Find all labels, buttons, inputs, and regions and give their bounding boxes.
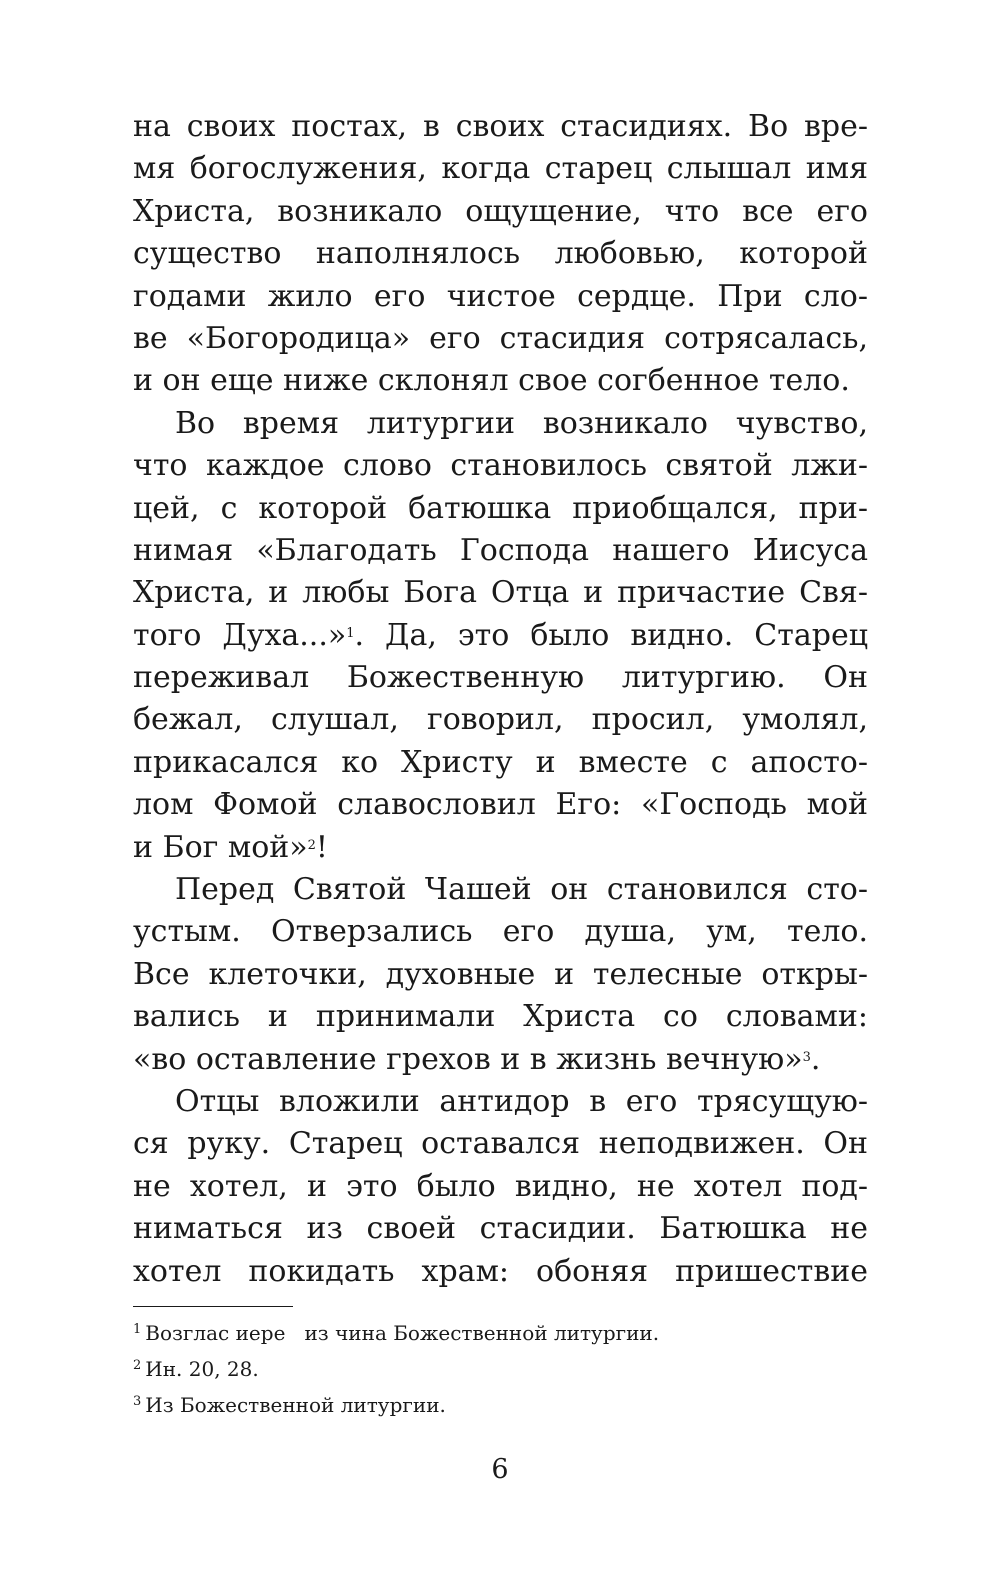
text-line: на своих постах, в своих стасидиях. Во вре- — [133, 109, 868, 144]
text-line: лом Фомой славословил Его: «Господь мой — [133, 787, 868, 823]
text-line: ниматься из своей стасидии. Батюшка не — [133, 1211, 868, 1247]
text-line: существо наполнялось любовью, которой — [133, 236, 868, 272]
text-line — [133, 827, 868, 869]
text-line: годами жило его чистое сердце. При сло- — [133, 278, 868, 314]
text-line: мя богослужения, когда старец слышал имя — [133, 151, 868, 187]
text-line: что каждое слово становилось святой лжи- — [133, 448, 868, 484]
footnote-number: 2 — [133, 1358, 142, 1373]
main-text — [133, 106, 868, 1293]
text-fragment: «во оставление грехов и в жизнь вечную» — [133, 1041, 803, 1077]
text-line — [133, 1039, 868, 1081]
text-fragment: . Да, это было видно. Старец — [354, 617, 868, 653]
text-fragment: того Духа...» — [133, 617, 347, 653]
text-line: цей, с которой батюшка приобщался, при- — [133, 490, 868, 526]
page-number: 6 — [491, 1454, 509, 1485]
text-line: Все клеточки, духовные и телесные откры- — [133, 956, 868, 992]
footnote-text: Возглас иере из чина Божественной литургии. — [145, 1321, 660, 1345]
text-line: устым. Отверзались его душа, ум, тело. — [133, 914, 868, 950]
text-fragment: ! — [315, 829, 328, 865]
text-line: Христа, возникало ощущение, что все его — [133, 193, 868, 229]
text-line — [133, 615, 868, 657]
text-line: ся руку. Старец оставался неподвижен. Он — [133, 1126, 868, 1162]
footnote — [133, 1387, 873, 1423]
text-line: Во время литургии возникало чувство, — [175, 405, 868, 441]
footnote-text: Ин. 20, 28. — [145, 1357, 259, 1381]
footnote-ref: 3 — [802, 1049, 811, 1065]
text-line: и он еще ниже склонял свое согбенное тело. — [133, 363, 850, 399]
text-fragment: . — [810, 1041, 821, 1077]
text-line: бежал, слушал, говорил, просил, умолял, — [133, 702, 868, 738]
footnote-divider — [133, 1306, 293, 1307]
footnote-text: Из Божественной литургии. — [145, 1393, 446, 1417]
footnote-ref: 1 — [346, 625, 355, 641]
text-line: переживал Божественную литургию. Он — [133, 660, 868, 696]
footnote — [133, 1351, 873, 1387]
text-line: нимая «Благодать Господа нашего Иисуса — [133, 532, 868, 568]
text-fragment: и Бог мой» — [133, 829, 308, 865]
text-line: Христа, и любы Бога Отца и причастие Свя- — [133, 575, 868, 611]
text-line: Отцы вложили антидор в его трясущую- — [175, 1083, 868, 1119]
footnotes — [133, 1315, 873, 1423]
text-line: ве «Богородица» его стасидия сотрясалась, — [133, 320, 868, 356]
text-line: прикасался ко Христу и вместе с апосто- — [133, 744, 868, 780]
text-line: не хотел, и это было видно, не хотел под- — [133, 1168, 868, 1204]
footnote — [133, 1315, 873, 1351]
text-line: вались и принимали Христа со словами: — [133, 999, 868, 1035]
text-line: хотел покидать храм: обоняя пришествие — [133, 1253, 868, 1289]
text-line: Перед Святой Чашей он становился сто- — [175, 872, 868, 908]
footnote-number: 3 — [133, 1394, 142, 1409]
footnote-ref: 2 — [307, 837, 316, 853]
footnote-number: 1 — [133, 1322, 142, 1337]
